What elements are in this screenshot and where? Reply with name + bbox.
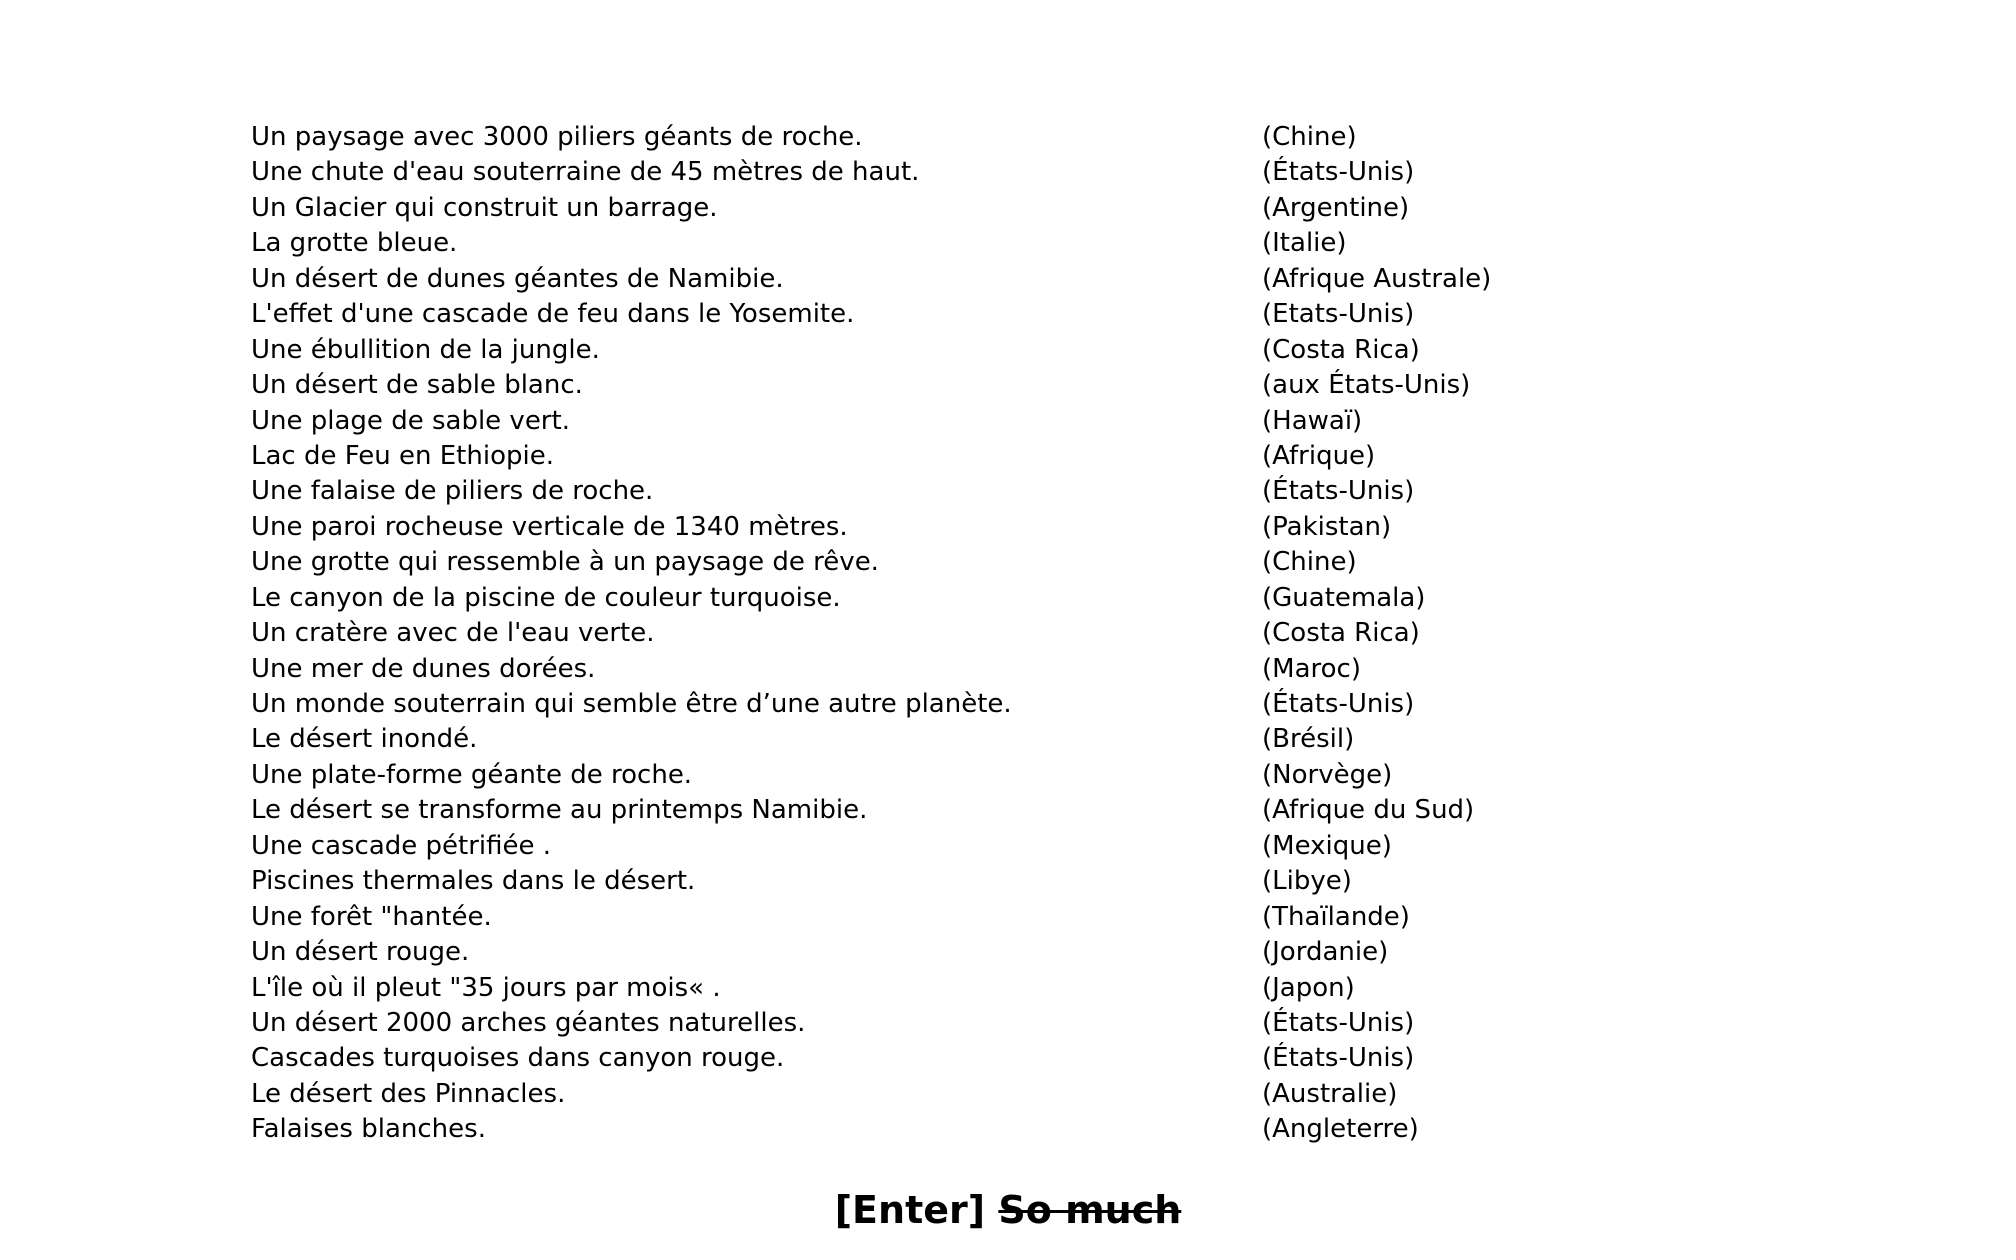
entry-country: (Mexique) — [1262, 830, 1392, 861]
enter-label[interactable]: [Enter] — [834, 1188, 986, 1232]
entry-description: Un désert de sable blanc. — [251, 370, 583, 401]
entry-description: La grotte bleue. — [251, 228, 458, 259]
entry-country: (Angleterre) — [1262, 1114, 1419, 1145]
list-item — [251, 900, 1551, 935]
entry-country: (États-Unis) — [1262, 1043, 1415, 1074]
entry-country: (Japon) — [1262, 972, 1355, 1003]
entry-description: Une chute d'eau souterraine de 45 mètres de haut. — [251, 157, 920, 188]
struck-label: So much — [998, 1188, 1182, 1232]
entry-description: Un paysage avec 3000 piliers géants de roche. — [251, 122, 863, 152]
list-item — [251, 971, 1551, 1006]
entry-description: L'île où il pleut "35 jours par mois« . — [251, 972, 721, 1003]
entry-description: Falaises blanches. — [251, 1114, 486, 1145]
entry-description: Un monde souterrain qui semble être d’une autre planète. — [251, 689, 1012, 719]
entry-description: Un désert rouge. — [251, 937, 470, 968]
entry-country: (Costa Rica) — [1262, 334, 1420, 365]
entry-description: Une plage de sable vert. — [251, 405, 570, 436]
entry-description: Le désert des Pinnacles. — [251, 1078, 566, 1109]
list-item — [251, 935, 1551, 970]
entry-description: Le désert inondé. — [251, 724, 478, 755]
entry-description: Un désert de dunes géantes de Namibie. — [251, 263, 784, 294]
entry-country: (États-Unis) — [1262, 1007, 1415, 1038]
list-item — [251, 297, 1551, 332]
entry-description: Le canyon de la piscine de couleur turquoise. — [251, 582, 841, 613]
entry-country: (Norvège) — [1262, 759, 1393, 790]
entry-description: Une paroi rocheuse verticale de 1340 mètres. — [251, 511, 848, 542]
entry-country: (États-Unis) — [1262, 689, 1415, 719]
entry-list — [251, 120, 1551, 1148]
entry-country: (Libye) — [1262, 866, 1352, 897]
list-item — [251, 404, 1551, 439]
entry-description: Un Glacier qui construit un barrage. — [251, 192, 718, 223]
entry-description: Piscines thermales dans le désert. — [251, 866, 696, 897]
entry-country: (Guatemala) — [1262, 582, 1426, 613]
list-item — [251, 616, 1551, 651]
entry-country: (Pakistan) — [1262, 511, 1392, 542]
list-item — [251, 120, 1551, 155]
list-item — [251, 864, 1551, 899]
entry-description: Le désert se transforme au printemps Namibie. — [251, 795, 868, 826]
list-item — [251, 1112, 1551, 1147]
list-item — [251, 545, 1551, 580]
list-item — [251, 333, 1551, 368]
list-item — [251, 722, 1551, 757]
entry-description: Cascades turquoises dans canyon rouge. — [251, 1043, 785, 1074]
entry-description: Lac de Feu en Ethiopie. — [251, 440, 554, 471]
entry-description: Une falaise de piliers de roche. — [251, 476, 654, 507]
list-item — [251, 758, 1551, 793]
entry-country: (Hawaï) — [1262, 405, 1363, 436]
list-item — [251, 1006, 1551, 1041]
entry-country: (Costa Rica) — [1262, 618, 1420, 649]
list-item — [251, 262, 1551, 297]
entry-country: (aux États-Unis) — [1262, 370, 1471, 401]
entry-country: (Jordanie) — [1262, 937, 1389, 968]
list-item — [251, 155, 1551, 190]
list-item — [251, 226, 1551, 261]
entry-description: L'effet d'une cascade de feu dans le Yosemite. — [251, 299, 855, 330]
entry-country: (Afrique Australe) — [1262, 263, 1492, 294]
list-item — [251, 829, 1551, 864]
entry-country: (États-Unis) — [1262, 476, 1415, 507]
footer-prompt — [0, 1186, 2016, 1234]
list-item — [251, 439, 1551, 474]
entry-country: (Italie) — [1262, 228, 1347, 259]
entry-country: (Chine) — [1262, 547, 1357, 578]
list-item — [251, 687, 1551, 722]
entry-description: Une grotte qui ressemble à un paysage de rêve. — [251, 547, 879, 578]
entry-country: (Etats-Unis) — [1262, 299, 1415, 330]
entry-description: Un désert 2000 arches géantes naturelles. — [251, 1007, 806, 1038]
list-item — [251, 474, 1551, 509]
list-item — [251, 1041, 1551, 1076]
entry-country: (Afrique) — [1262, 440, 1376, 471]
entry-country: (États-Unis) — [1262, 157, 1415, 188]
entry-country: (Australie) — [1262, 1078, 1398, 1109]
list-item — [251, 510, 1551, 545]
entry-country: (Maroc) — [1262, 653, 1361, 684]
entry-description: Une ébullition de la jungle. — [251, 334, 600, 365]
entry-country: (Brésil) — [1262, 724, 1355, 755]
entry-description: Une forêt "hantée. — [251, 901, 492, 932]
entry-country: (Argentine) — [1262, 192, 1410, 223]
entry-country: (Thaïlande) — [1262, 901, 1410, 932]
entry-description: Une cascade pétrifiée . — [251, 830, 552, 861]
list-item — [251, 581, 1551, 616]
list-item — [251, 191, 1551, 226]
list-item — [251, 368, 1551, 403]
entry-description: Un cratère avec de l'eau verte. — [251, 618, 655, 649]
entry-country: (Chine) — [1262, 122, 1357, 152]
entry-description: Une plate-forme géante de roche. — [251, 759, 693, 790]
entry-country: (Afrique du Sud) — [1262, 795, 1475, 826]
list-item — [251, 652, 1551, 687]
list-item — [251, 1077, 1551, 1112]
entry-description: Une mer de dunes dorées. — [251, 653, 596, 684]
list-item — [251, 793, 1551, 828]
